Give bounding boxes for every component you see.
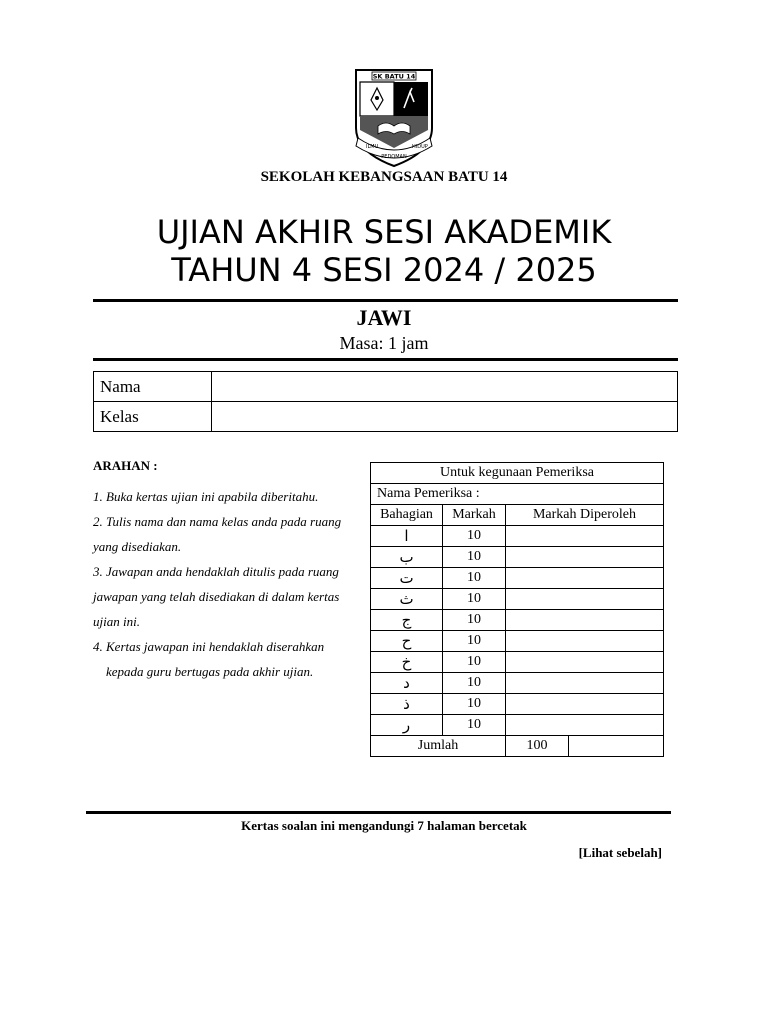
table-row	[371, 463, 664, 484]
obtained-cell[interactable]	[506, 631, 664, 652]
marks-cell: 10	[443, 526, 506, 547]
table-row	[371, 610, 664, 631]
section-cell: ا	[371, 526, 443, 547]
instruction-line: jawapan yang telah disediakan di dalam kertas	[93, 589, 340, 604]
svg-text:SK BATU 14: SK BATU 14	[372, 72, 416, 81]
section-cell: د	[371, 673, 443, 694]
obtained-cell[interactable]	[506, 610, 664, 631]
table-row	[371, 547, 664, 568]
table-row	[371, 694, 664, 715]
marks-cell: 10	[443, 673, 506, 694]
total-label: Jumlah	[371, 736, 506, 757]
obtained-cell[interactable]	[506, 589, 664, 610]
table-row	[94, 372, 678, 402]
examiner-table-title: Untuk kegunaan Pemeriksa	[371, 463, 664, 484]
marks-cell: 10	[443, 568, 506, 589]
svg-text:ILMU: ILMU	[366, 144, 379, 150]
total-obtained[interactable]	[569, 736, 664, 757]
instruction-line: 3. Jawapan anda hendaklah ditulis pada ruang	[93, 564, 339, 579]
instructions	[93, 458, 363, 684]
table-row	[371, 568, 664, 589]
marks-cell: 10	[443, 715, 506, 736]
obtained-cell[interactable]	[506, 526, 664, 547]
table-row	[371, 505, 664, 526]
marks-cell: 10	[443, 589, 506, 610]
instructions-heading: ARAHAN :	[93, 458, 158, 473]
table-row	[94, 402, 678, 432]
name-field[interactable]	[212, 372, 678, 402]
obtained-cell[interactable]	[506, 547, 664, 568]
instruction-line: kepada guru bertugas pada akhir ujian.	[106, 664, 314, 679]
marks-cell: 10	[443, 652, 506, 673]
table-row	[371, 715, 664, 736]
table-row	[371, 631, 664, 652]
examiner-marks-table	[370, 462, 664, 757]
school-crest-logo	[354, 66, 434, 170]
see-next-note: [Lihat sebelah]	[578, 845, 662, 860]
instruction-line: yang disediakan.	[93, 539, 182, 554]
marks-cell: 10	[443, 547, 506, 568]
exam-duration: Masa: 1 jam	[339, 333, 429, 353]
table-row	[371, 589, 664, 610]
table-row	[371, 673, 664, 694]
total-marks: 100	[506, 736, 569, 757]
marks-cell: 10	[443, 631, 506, 652]
student-info-table	[93, 371, 678, 432]
instruction-line: 2. Tulis nama dan nama kelas anda pada ruang	[93, 514, 342, 529]
instruction-line: ujian ini.	[93, 614, 140, 629]
exam-title-line2: TAHUN 4 SESI 2024 / 2025	[171, 251, 597, 289]
obtained-cell[interactable]	[506, 694, 664, 715]
school-name: SEKOLAH KEBANGSAAN BATU 14	[260, 169, 508, 185]
marks-cell: 10	[443, 694, 506, 715]
obtained-cell[interactable]	[506, 673, 664, 694]
obtained-cell[interactable]	[506, 652, 664, 673]
marks-cell: 10	[443, 610, 506, 631]
section-cell: ث	[371, 589, 443, 610]
section-cell: خ	[371, 652, 443, 673]
section-cell: ب	[371, 547, 443, 568]
section-cell: ج	[371, 610, 443, 631]
class-label: Kelas	[94, 402, 212, 432]
obtained-cell[interactable]	[506, 715, 664, 736]
subject-title: JAWI	[356, 305, 412, 330]
header-section: Bahagian	[371, 505, 443, 526]
divider-bottom	[93, 358, 678, 361]
table-row	[371, 652, 664, 673]
header-marks: Markah	[443, 505, 506, 526]
instruction-line: 1. Buka kertas ujian ini apabila diberitahu.	[93, 489, 319, 504]
table-row	[371, 526, 664, 547]
examiner-name-label: Nama Pemeriksa :	[371, 484, 664, 505]
svg-text:HIDUP: HIDUP	[412, 144, 428, 150]
header-obtained: Markah Diperoleh	[506, 505, 664, 526]
section-cell: ت	[371, 568, 443, 589]
section-cell: ح	[371, 631, 443, 652]
svg-text:PEDOMAN: PEDOMAN	[381, 154, 407, 160]
exam-title-line1: UJIAN AKHIR SESI AKADEMIK	[156, 213, 612, 251]
table-row	[371, 736, 664, 757]
class-field[interactable]	[212, 402, 678, 432]
divider-top	[93, 299, 678, 302]
section-cell: ر	[371, 715, 443, 736]
obtained-cell[interactable]	[506, 568, 664, 589]
footer-divider	[86, 811, 671, 814]
name-label: Nama	[94, 372, 212, 402]
section-cell: ذ	[371, 694, 443, 715]
page-count-note: Kertas soalan ini mengandungi 7 halaman bercetak	[241, 818, 527, 833]
table-row	[371, 484, 664, 505]
instruction-line: 4. Kertas jawapan ini hendaklah diserahkan	[93, 639, 325, 654]
